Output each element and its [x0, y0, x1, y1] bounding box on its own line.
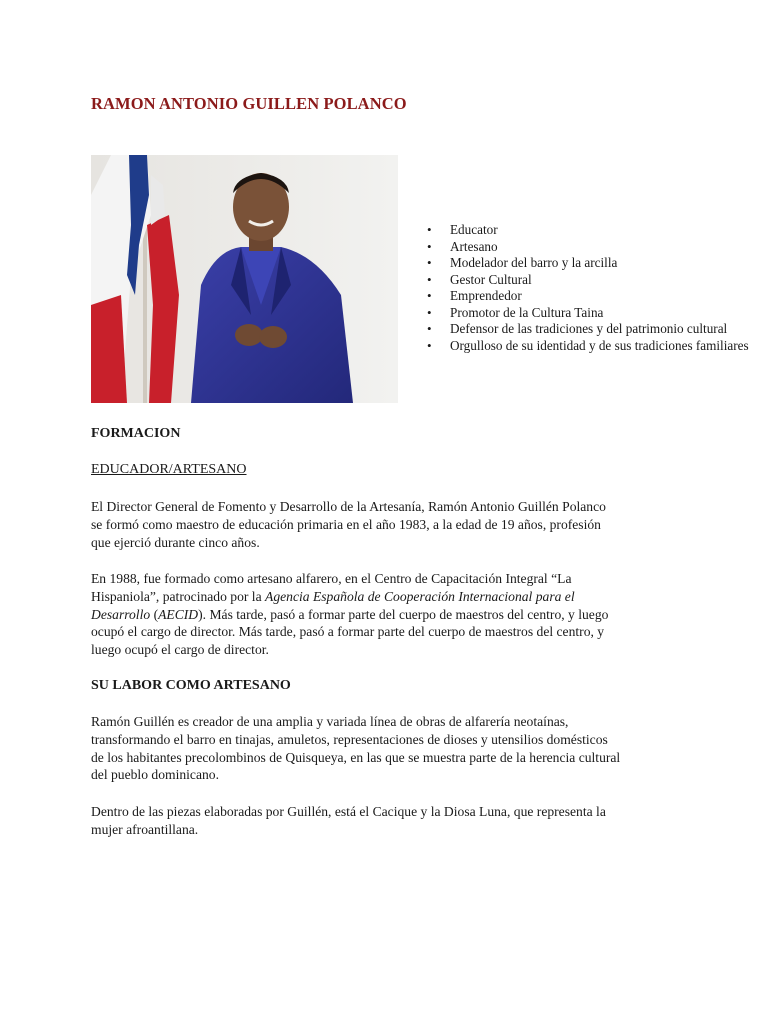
text-line: El Director General de Fomento y Desarrollo de la Artesanía, Ramón Antonio Guillén Polanco — [91, 499, 606, 514]
agency-name-italic-continued: Desarrollo — [91, 606, 151, 622]
labor-heading: SU LABOR COMO ARTESANO — [91, 678, 291, 693]
labor-paragraph-1 — [91, 713, 691, 784]
text-line — [91, 606, 691, 624]
list-item: • Promotor de la Cultura Taina — [425, 305, 749, 322]
list-item: • Defensor de las tradiciones y del patrimonio cultural — [425, 321, 749, 338]
text-line: En 1988, fue formado como artesano alfarero, en el Centro de Capacitación Integral “La — [91, 571, 572, 586]
list-item: • Emprendedor — [425, 288, 749, 305]
text-line: Ramón Guillén es creador de una amplia y variada línea de obras de alfarería neotaínas, — [91, 714, 569, 729]
list-item: • Modelador del barro y la arcilla — [425, 255, 749, 272]
text-line: Dentro de las piezas elaboradas por Guillén, está el Cacique y la Diosa Luna, que representa la — [91, 804, 606, 819]
list-item: • Gestor Cultural — [425, 272, 749, 289]
formacion-paragraph-1 — [91, 498, 691, 551]
traits-list — [425, 222, 749, 354]
text-line: transformando el barro en tinajas, amuletos, representaciones de dioses y utensilios domésticos — [91, 731, 608, 747]
formacion-heading: FORMACION — [91, 426, 181, 441]
text-line: luego ocupó el cargo de director. — [91, 642, 269, 658]
page-title: RAMON ANTONIO GUILLEN POLANCO — [91, 94, 407, 113]
agency-acronym-italic: AECID — [158, 606, 199, 622]
text-line — [91, 588, 691, 606]
educador-artesano-subheading: EDUCADOR/ARTESANO — [91, 462, 247, 477]
text-line: que ejerció durante cinco años. — [91, 534, 260, 550]
formacion-paragraph-2 — [91, 570, 691, 659]
labor-paragraph-2 — [91, 803, 691, 839]
list-item: • Orgulloso de su identidad y de sus tradiciones familiares — [425, 338, 749, 355]
text-segment: ( — [150, 606, 159, 622]
text-line: mujer afroantillana. — [91, 821, 199, 837]
list-item: • Artesano — [425, 239, 749, 256]
agency-name-italic: Agencia Española de Cooperación Internacional para el — [265, 588, 575, 604]
text-line: del pueblo dominicano. — [91, 767, 219, 783]
portrait-photo — [91, 155, 398, 403]
text-line: de los habitantes precolombinos de Quisqueya, en las que se muestra parte de la herencia cultural — [91, 749, 621, 765]
text-line: se formó como maestro de educación primaria en el año 1983, a la edad de 19 años, profesión — [91, 516, 601, 532]
text-line: ocupó el cargo de director. Más tarde, pasó a formar parte del cuerpo de maestros del centro, y — [91, 624, 605, 640]
portrait-illustration — [91, 155, 398, 403]
list-item: • Educator — [425, 222, 749, 239]
text-segment: ). Más tarde, pasó a formar parte del cuerpo de maestros del centro, y luego — [198, 606, 609, 622]
text-segment: Hispaniola”, patrocinado por la — [91, 588, 266, 604]
